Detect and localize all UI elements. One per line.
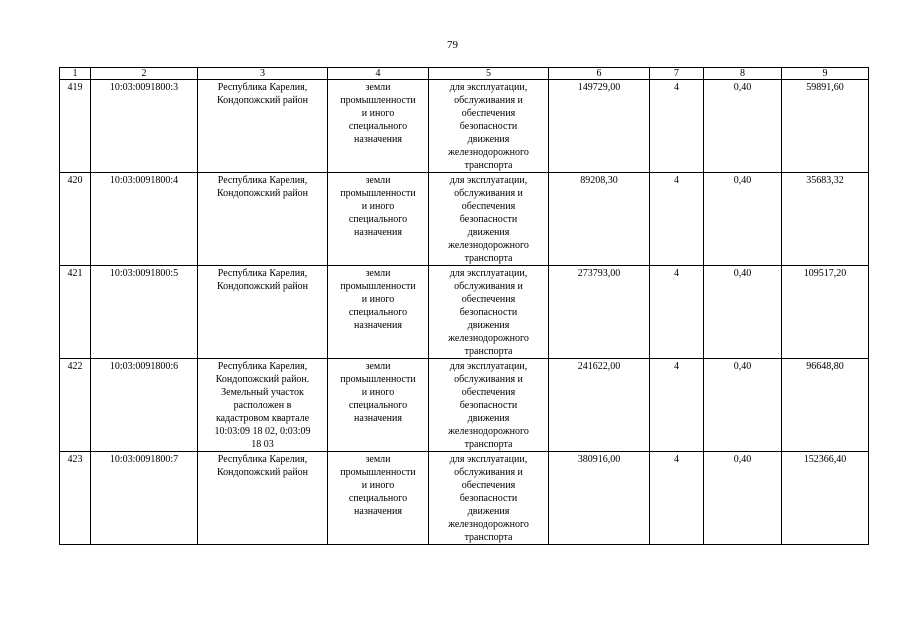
group-cell: 4 xyxy=(650,359,704,452)
land-category-cell-line: специального xyxy=(348,400,408,411)
land-category-cell xyxy=(328,80,429,173)
permitted-use-cell-line: движения xyxy=(467,506,510,517)
location-cell xyxy=(198,359,328,452)
location-cell-line: 18 03 xyxy=(251,439,274,450)
permitted-use-cell-line: транспорта xyxy=(464,160,513,171)
rate-cell: 0,40 xyxy=(704,173,782,266)
rate-cell: 0,40 xyxy=(704,452,782,545)
permitted-use-cell-line: безопасности xyxy=(459,214,518,225)
land-category-cell-line: специального xyxy=(348,493,408,504)
land-category-cell-line: промышленности xyxy=(340,467,416,478)
permitted-use-cell-line: для эксплуатации, xyxy=(449,454,528,465)
location-cell-line: Республика Карелия, xyxy=(217,268,308,279)
land-category-cell-line: и иного xyxy=(361,387,395,398)
permitted-use-cell-line: обеспечения xyxy=(461,201,516,212)
permitted-use-cell-line: обслуживания и xyxy=(454,374,523,385)
land-category-cell-line: промышленности xyxy=(340,374,416,385)
location-cell-line: Кондопожский район. xyxy=(215,374,310,385)
column-number-cell: 8 xyxy=(704,68,782,80)
land-category-cell-line: промышленности xyxy=(340,281,416,292)
table-row xyxy=(60,173,869,266)
value-cell: 152366,40 xyxy=(782,452,869,545)
land-plots-table xyxy=(59,67,869,545)
permitted-use-cell xyxy=(429,173,549,266)
land-category-cell-line: специального xyxy=(348,307,408,318)
location-cell-line: Кондопожский район xyxy=(216,281,309,292)
cadastral-number-cell: 10:03:0091800:4 xyxy=(91,173,198,266)
location-cell xyxy=(198,173,328,266)
location-cell-line: 10:03:09 18 02, 0:03:09 xyxy=(214,426,311,437)
area-cell: 241622,00 xyxy=(549,359,650,452)
permitted-use-cell-line: для эксплуатации, xyxy=(449,268,528,279)
permitted-use-cell-line: транспорта xyxy=(464,532,513,543)
permitted-use-cell-line: для эксплуатации, xyxy=(449,361,528,372)
column-number-cell: 7 xyxy=(650,68,704,80)
permitted-use-cell-line: для эксплуатации, xyxy=(449,175,528,186)
permitted-use-cell-line: для эксплуатации, xyxy=(449,82,528,93)
permitted-use-cell-line: обслуживания и xyxy=(454,281,523,292)
land-category-cell-line: земли xyxy=(365,175,391,186)
page-number: 79 xyxy=(447,39,458,51)
rate-cell: 0,40 xyxy=(704,359,782,452)
land-category-cell xyxy=(328,359,429,452)
location-cell-line: Республика Карелия, xyxy=(217,82,308,93)
land-category-cell xyxy=(328,452,429,545)
value-cell: 59891,60 xyxy=(782,80,869,173)
land-category-cell-line: промышленности xyxy=(340,95,416,106)
table-row xyxy=(60,452,869,545)
permitted-use-cell-line: транспорта xyxy=(464,253,513,264)
location-cell xyxy=(198,266,328,359)
permitted-use-cell-line: безопасности xyxy=(459,121,518,132)
location-cell-line: Республика Карелия, xyxy=(217,175,308,186)
land-category-cell-line: специального xyxy=(348,214,408,225)
permitted-use-cell xyxy=(429,80,549,173)
area-cell: 273793,00 xyxy=(549,266,650,359)
land-category-cell-line: земли xyxy=(365,361,391,372)
column-number-cell: 9 xyxy=(782,68,869,80)
permitted-use-cell xyxy=(429,266,549,359)
permitted-use-cell xyxy=(429,359,549,452)
location-cell-line: Республика Карелия, xyxy=(217,454,308,465)
permitted-use-cell-line: железнодорожного xyxy=(448,426,529,437)
table-row xyxy=(60,359,869,452)
row-number-cell: 421 xyxy=(60,266,91,359)
land-category-cell xyxy=(328,173,429,266)
table-row xyxy=(60,80,869,173)
permitted-use-cell-line: безопасности xyxy=(459,400,518,411)
permitted-use-cell-line: железнодорожного xyxy=(448,147,529,158)
permitted-use-cell-line: железнодорожного xyxy=(448,333,529,344)
column-number-cell: 5 xyxy=(429,68,549,80)
row-number-cell: 423 xyxy=(60,452,91,545)
location-cell-line: Кондопожский район xyxy=(216,95,309,106)
location-cell-line: расположен в xyxy=(233,400,292,411)
permitted-use-cell-line: обслуживания и xyxy=(454,188,523,199)
permitted-use-cell-line: транспорта xyxy=(464,346,513,357)
table-row xyxy=(60,266,869,359)
location-cell-line: Кондопожский район xyxy=(216,188,309,199)
table-body xyxy=(60,68,869,545)
group-cell: 4 xyxy=(650,173,704,266)
land-category-cell xyxy=(328,266,429,359)
value-cell: 96648,80 xyxy=(782,359,869,452)
land-category-cell-line: назначения xyxy=(354,227,402,238)
cadastral-number-cell: 10:03:0091800:7 xyxy=(91,452,198,545)
row-number-cell: 422 xyxy=(60,359,91,452)
permitted-use-cell-line: обслуживания и xyxy=(454,95,523,106)
permitted-use-cell-line: движения xyxy=(467,227,510,238)
location-cell-line: Республика Карелия, xyxy=(217,361,308,372)
row-number-cell: 419 xyxy=(60,80,91,173)
land-category-cell-line: и иного xyxy=(361,201,395,212)
location-cell-line: Земельный участок xyxy=(221,387,304,398)
rate-cell: 0,40 xyxy=(704,266,782,359)
column-number-cell: 1 xyxy=(60,68,91,80)
permitted-use-cell-line: транспорта xyxy=(464,439,513,450)
land-category-cell-line: промышленности xyxy=(340,188,416,199)
permitted-use-cell-line: безопасности xyxy=(459,307,518,318)
land-category-cell-line: и иного xyxy=(361,108,395,119)
land-category-cell-line: земли xyxy=(365,454,391,465)
permitted-use-cell-line: движения xyxy=(467,320,510,331)
location-cell-line: Кондопожский район xyxy=(216,467,309,478)
land-category-cell-line: назначения xyxy=(354,506,402,517)
land-category-cell-line: и иного xyxy=(361,294,395,305)
group-cell: 4 xyxy=(650,452,704,545)
permitted-use-cell-line: безопасности xyxy=(459,493,518,504)
land-category-cell-line: земли xyxy=(365,82,391,93)
permitted-use-cell xyxy=(429,452,549,545)
area-cell: 149729,00 xyxy=(549,80,650,173)
value-cell: 109517,20 xyxy=(782,266,869,359)
permitted-use-cell-line: железнодорожного xyxy=(448,519,529,530)
land-category-cell-line: земли xyxy=(365,268,391,279)
land-category-cell-line: назначения xyxy=(354,413,402,424)
permitted-use-cell-line: обеспечения xyxy=(461,480,516,491)
permitted-use-cell-line: обслуживания и xyxy=(454,467,523,478)
area-cell: 380916,00 xyxy=(549,452,650,545)
cadastral-number-cell: 10:03:0091800:3 xyxy=(91,80,198,173)
cadastral-number-cell: 10:03:0091800:5 xyxy=(91,266,198,359)
value-cell: 35683,32 xyxy=(782,173,869,266)
permitted-use-cell-line: движения xyxy=(467,413,510,424)
location-cell xyxy=(198,80,328,173)
permitted-use-cell-line: движения xyxy=(467,134,510,145)
permitted-use-cell-line: железнодорожного xyxy=(448,240,529,251)
area-cell: 89208,30 xyxy=(549,173,650,266)
land-category-cell-line: специального xyxy=(348,121,408,132)
land-category-cell-line: назначения xyxy=(354,134,402,145)
land-category-cell-line: назначения xyxy=(354,320,402,331)
row-number-cell: 420 xyxy=(60,173,91,266)
land-category-cell-line: и иного xyxy=(361,480,395,491)
group-cell: 4 xyxy=(650,266,704,359)
column-number-row xyxy=(60,68,869,80)
column-number-cell: 6 xyxy=(549,68,650,80)
column-number-cell: 3 xyxy=(198,68,328,80)
permitted-use-cell-line: обеспечения xyxy=(461,108,516,119)
group-cell: 4 xyxy=(650,80,704,173)
permitted-use-cell-line: обеспечения xyxy=(461,387,516,398)
column-number-cell: 2 xyxy=(91,68,198,80)
cadastral-number-cell: 10:03:0091800:6 xyxy=(91,359,198,452)
column-number-cell: 4 xyxy=(328,68,429,80)
location-cell-line: кадастровом квартале xyxy=(215,413,310,424)
location-cell xyxy=(198,452,328,545)
permitted-use-cell-line: обеспечения xyxy=(461,294,516,305)
rate-cell: 0,40 xyxy=(704,80,782,173)
